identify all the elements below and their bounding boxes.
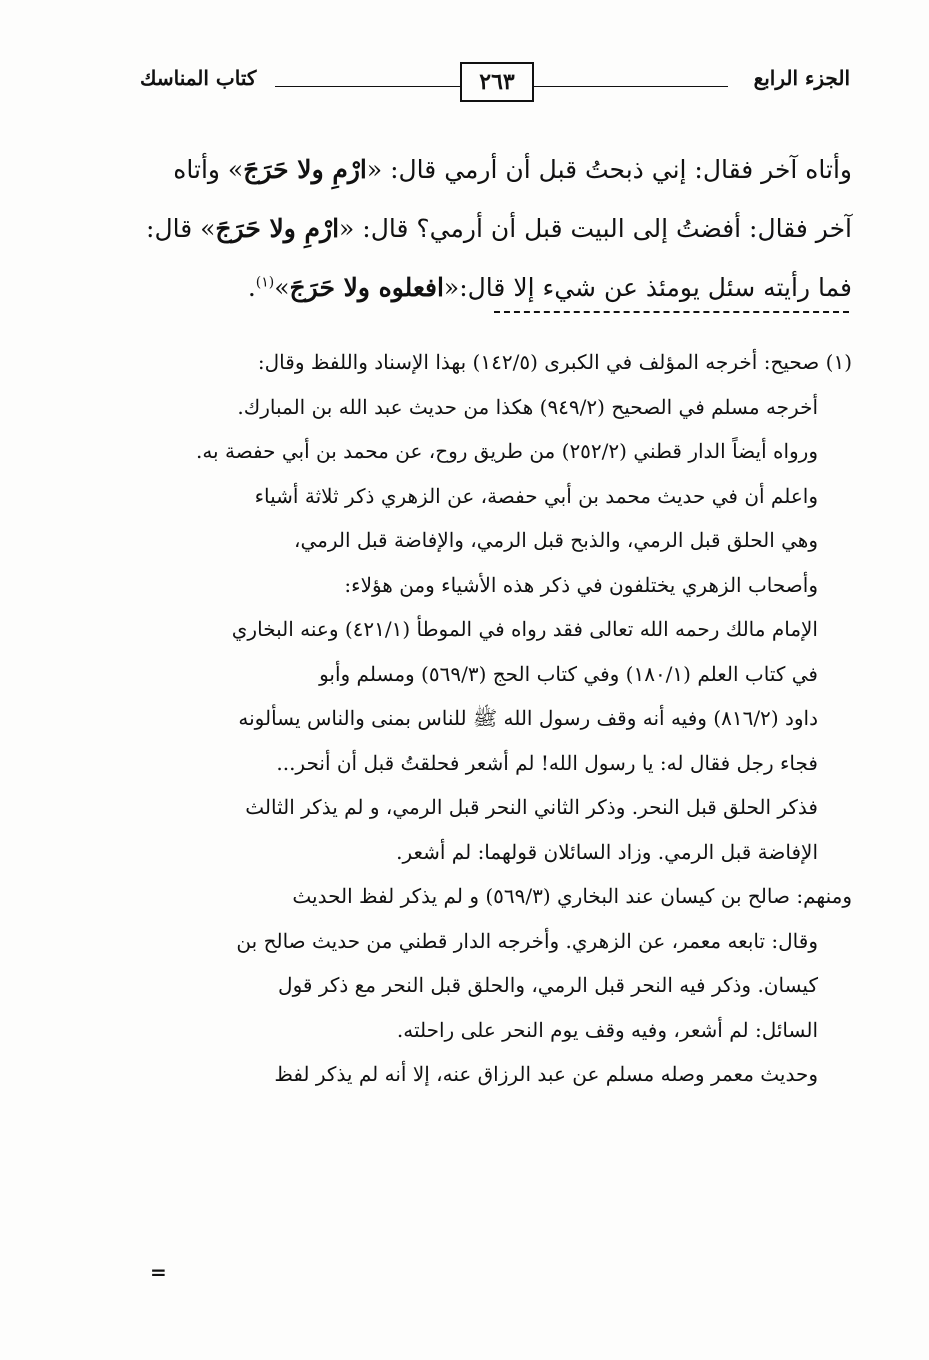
book-title: كتاب المناسك [140,66,257,90]
header-rule-right [523,86,728,87]
footnote-line: وهي الحلق قبل الرمي، والذبح قبل الرمي، والإفاضة قبل الرمي، [293,528,818,552]
footnotes [140,340,852,1097]
header-rule-left [275,86,460,87]
page-header [140,62,850,102]
footnote-line: الإفاضة قبل الرمي. وزاد السائلان قولهما: لم أشعر. [396,839,818,864]
footnote-line: في كتاب العلم (١٨٠/١) وفي كتاب الحج (٥٦٩/٣) ومسلم وأبو [319,661,818,686]
footnote-separator [494,311,849,313]
main-line: آخر فقال: أفضتُ إلى البيت قبل أن أرمي؟ قال: «ارْمِ ولا حَرَجَ» قال: [146,214,852,243]
page-number: ٢٦٣ [460,62,534,102]
footnote-line: فجاء رجل فقال له: يا رسول الله! لم أشعر فحلقتُ قبل أن أنحر... [276,750,818,775]
main-line: فما رأيته سئل يومئذ عن شيء إلا قال:«افعلوه ولا حَرَجَ»$^{(١)}$. [247,273,852,302]
footnote-line: كيسان. وذكر فيه النحر قبل الرمي، والحلق قبل النحر مع ذكر قول [278,973,818,997]
hadith-quote: ارْمِ ولا حَرَجَ [243,155,367,184]
footnote-line: ورواه أيضاً الدار قطني (٢٥٢/٢) من طريق روح، عن محمد بن أبي حفصة به. [195,439,818,463]
main-text [140,140,852,317]
footnote-line: وحديث معمر وصله مسلم عن عبد الرزاق عنه، إلا أنه لم يذكر لفظ [274,1062,818,1086]
footnote-line: (١) صحيح: أخرجه المؤلف في الكبرى (١٤٢/٥) بهذا الإسناد واللفظ وقال: [257,350,852,374]
footnote-line: فذكر الحلق قبل النحر. وذكر الثاني النحر قبل الرمي، و لم يذكر الثالث [245,795,818,819]
footnote-line: ومنهم: صالح بن كيسان عند البخاري (٥٦٩/٣) و لم يذكر لفظ الحديث [292,884,852,908]
hadith-quote: افعلوه ولا حَرَجَ [289,273,444,302]
footnote-line: وقال: تابعه معمر، عن الزهري. وأخرجه الدار قطني من حديث صالح بن [236,928,818,953]
volume-title: الجزء الرابع [753,66,850,90]
continuation-mark: = [150,1260,167,1284]
footnote-line: الإمام مالك رحمه الله تعالى فقد رواه في الموطأ (٤٢١/١) وعنه البخاري [231,617,818,641]
footnote-line: السائل: لم أشعر، وفيه وقف يوم النحر على راحلته. [396,1017,818,1042]
footnote-ref: (١) [255,274,275,291]
footnote-line: أخرجه مسلم في الصحيح (٩٤٩/٢) هكذا من حديث عبد الله بن المبارك. [237,394,818,419]
main-line: وأتاه آخر فقال: إني ذبحتُ قبل أن أرمي قال: «ارْمِ ولا حَرَجَ» وأتاه [173,155,852,184]
footnote-line: وأصحاب الزهري يختلفون في ذكر هذه الأشياء ومن هؤلاء: [344,572,818,597]
footnote-line: داود (٨١٦/٢) وفيه أنه وقف رسول الله ﷺ للناس بمنى والناس يسألونه [238,706,818,730]
footnote-line: واعلم أن في حديث محمد بن أبي حفصة، عن الزهري ذكر ثلاثة أشياء [254,483,818,508]
hadith-quote: ارْمِ ولا حَرَجَ [215,214,340,243]
